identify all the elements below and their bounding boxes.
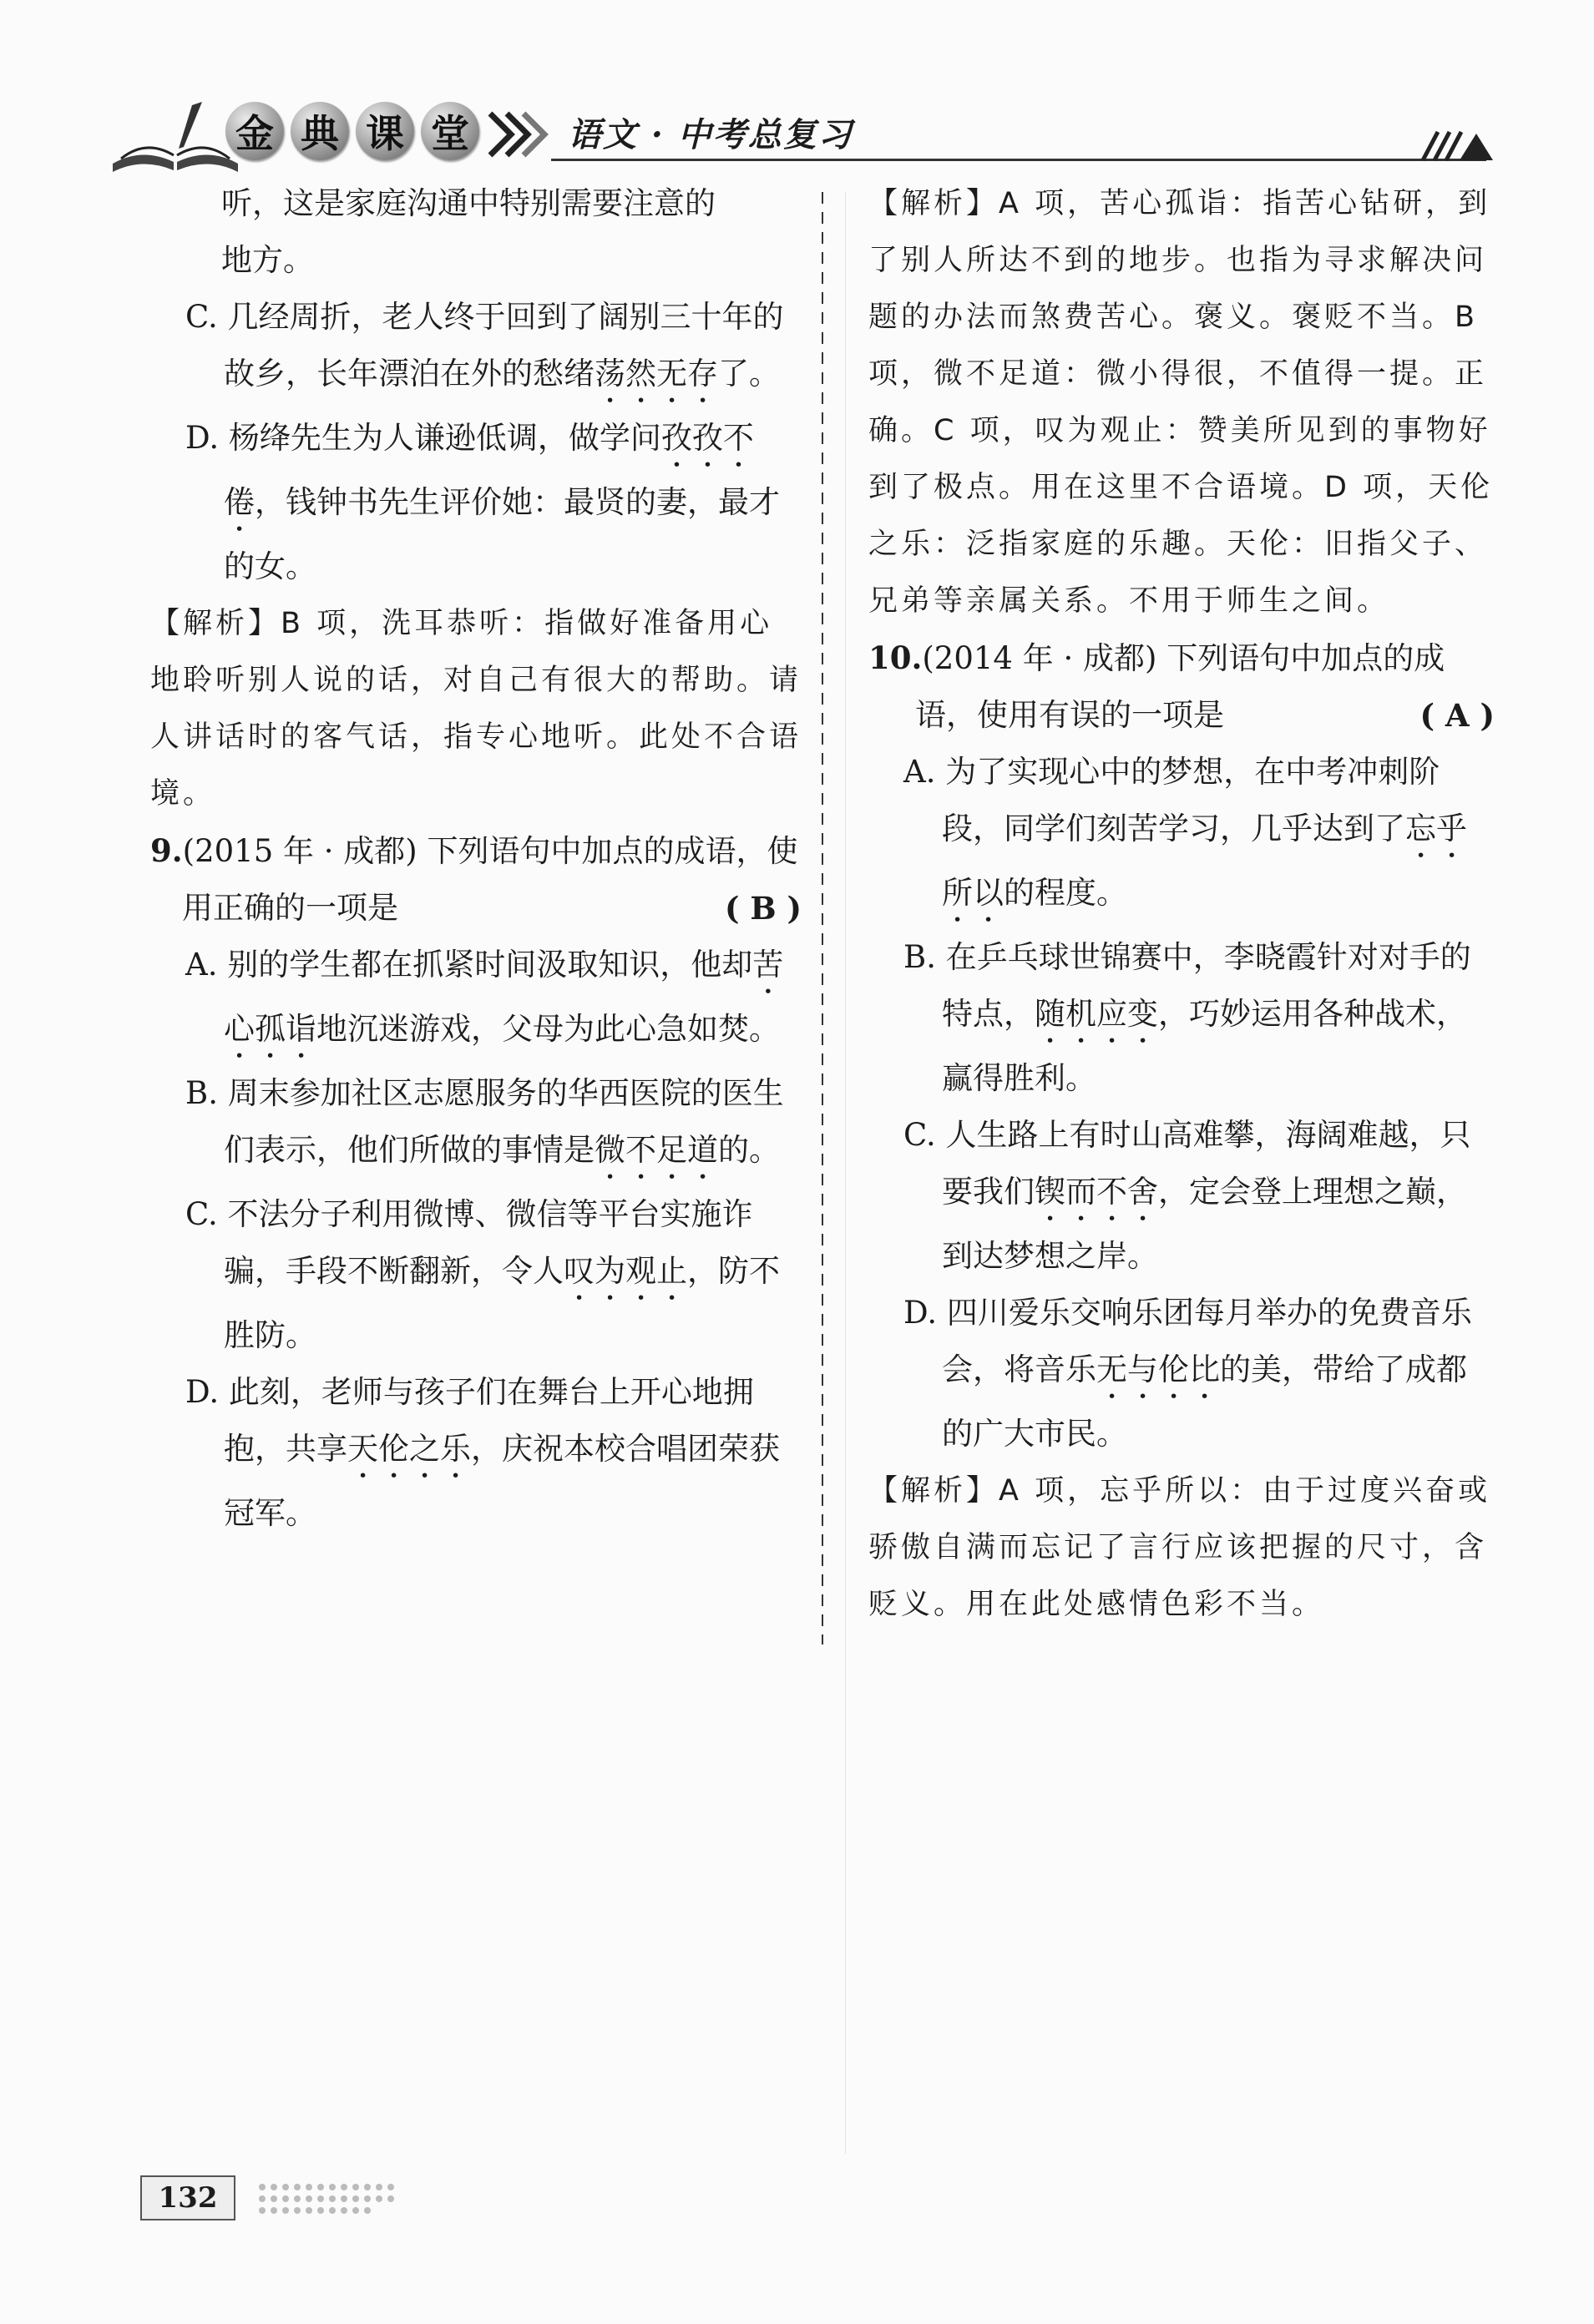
question-number: 10. xyxy=(868,639,923,676)
page-number: 132 xyxy=(140,2175,235,2220)
title-char: 金 xyxy=(225,102,284,160)
faint-guide-line xyxy=(845,192,846,2154)
option-c-10: C. 人生路上有时山高难攀，海阔难越，只要我们锲而不舍，定会登上理想之巅，到达梦想之岸。 xyxy=(903,1117,1471,1274)
option-a-10: A. 为了实现心中的梦想，在中考冲刺阶段，同学们刻苦学习，几乎达到了忘乎所以的程度。 xyxy=(903,754,1467,911)
question-stem: (2015 年 · 成都) 下列语句中加点的成语，使用正确的一项是 xyxy=(182,833,798,926)
option-d-10: D. 四川爱乐交响乐团每月举办的免费音乐会，将音乐无与伦比的美，带给了成都的广大市民。 xyxy=(903,1295,1472,1452)
question-10 xyxy=(868,629,1495,744)
title-char: 堂 xyxy=(421,102,479,160)
question-stem: (2014 年 · 成都) 下列语句中加点的成语，使用有误的一项是 xyxy=(915,640,1445,733)
slash-triangle-icon xyxy=(1419,127,1495,164)
continued-text xyxy=(150,175,802,289)
page-header xyxy=(100,90,1503,182)
text-line: 听，这是家庭沟通中特别需要注意的 xyxy=(221,185,716,221)
dotted-idiom: 叹为观止 xyxy=(564,1253,687,1289)
analysis-10: 【解析】A 项，忘乎所以：由于过度兴奋或骄傲自满而忘记了言行应该把握的尺寸，含贬义。用在此处感情色彩不当。 xyxy=(868,1474,1491,1621)
dotted-idiom: 孜孜不倦 xyxy=(224,420,754,520)
analysis-9: 【解析】A 项，苦心孤诣：指苦心钻研，到了别人所达不到的地步。也指为寻求解决问题的办法而煞费苦心。褒义。褒贬不当。B 项，微不足道：微小得很，不值得一提。正确。C 项，叹为观止：赞美所见到的事物好到了极点。用在这里不合语境。D 项，天伦之乐：泛指家庭的乐趣。天伦：旧指父子、兄弟等亲属关系。不用于师生之间。 xyxy=(868,187,1494,618)
decorative-dots xyxy=(257,2180,474,2214)
title-char: 课 xyxy=(356,102,414,160)
title-char: 典 xyxy=(291,102,349,160)
dotted-idiom: 苦心孤诣 xyxy=(224,947,784,1047)
dotted-idiom: 微不足道 xyxy=(595,1132,718,1168)
option-b-9: B. 周末参加社区志愿服务的华西医院的医生们表示，他们所做的事情是微不足道的。 xyxy=(185,1075,784,1168)
option-a-9: A. 别的学生都在抓紧时间汲取知识，他却苦心孤诣地沉迷游戏，父母为此心急如焚。 xyxy=(185,947,784,1047)
option-d-8: D. 杨绛先生为人谦逊低调，做学问孜孜不倦，钱钟书先生评价她：最贤的妻，最才的女。 xyxy=(185,420,780,584)
left-column xyxy=(150,175,802,1542)
option-c-8: C. 几经周折，老人终于回到了阔别三十年的故乡，长年漂泊在外的愁绪荡然无存了。 xyxy=(185,299,784,392)
column-divider xyxy=(814,192,831,1644)
answer: ( A ) xyxy=(1419,697,1495,734)
analysis-8: 【解析】B 项，洗耳恭听：指做好准备用心地聆听别人说的话，对自己有很大的帮助。请人讲话时的客气话，指专心地听。此处不合语境。 xyxy=(150,607,802,811)
dotted-idiom: 无与伦比 xyxy=(1096,1351,1220,1387)
double-chevron-icon xyxy=(486,105,553,164)
subject-title: 语文 · 中考总复习 xyxy=(568,115,853,154)
dotted-idiom: 忘乎所以 xyxy=(942,811,1467,911)
question-number: 9. xyxy=(150,832,183,869)
dotted-idiom: 荡然无存 xyxy=(595,356,718,392)
right-column xyxy=(868,175,1495,1633)
dotted-idiom: 随机应变 xyxy=(1035,996,1158,1032)
question-9 xyxy=(150,822,802,937)
title-chars xyxy=(225,102,479,160)
dotted-idiom: 锲而不舍 xyxy=(1035,1174,1158,1210)
header-rule xyxy=(551,159,1486,161)
text-line: 地方。 xyxy=(221,242,314,278)
option-d-9: D. 此刻，老师与孩子们在舞台上开心地拥抱，共享天伦之乐，庆祝本校合唱团荣获冠军。 xyxy=(185,1374,780,1531)
answer: ( B ) xyxy=(724,890,802,927)
open-book-icon xyxy=(109,97,242,177)
dotted-idiom: 天伦之乐 xyxy=(347,1431,471,1467)
option-b-10: B. 在乒乓球世锦赛中，李晓霞针对对手的特点，随机应变，巧妙运用各种战术，赢得胜利。 xyxy=(903,939,1471,1096)
option-c-9: C. 不法分子利用微博、微信等平台实施诈骗，手段不断翻新，令人叹为观止，防不胜防。 xyxy=(185,1196,780,1353)
